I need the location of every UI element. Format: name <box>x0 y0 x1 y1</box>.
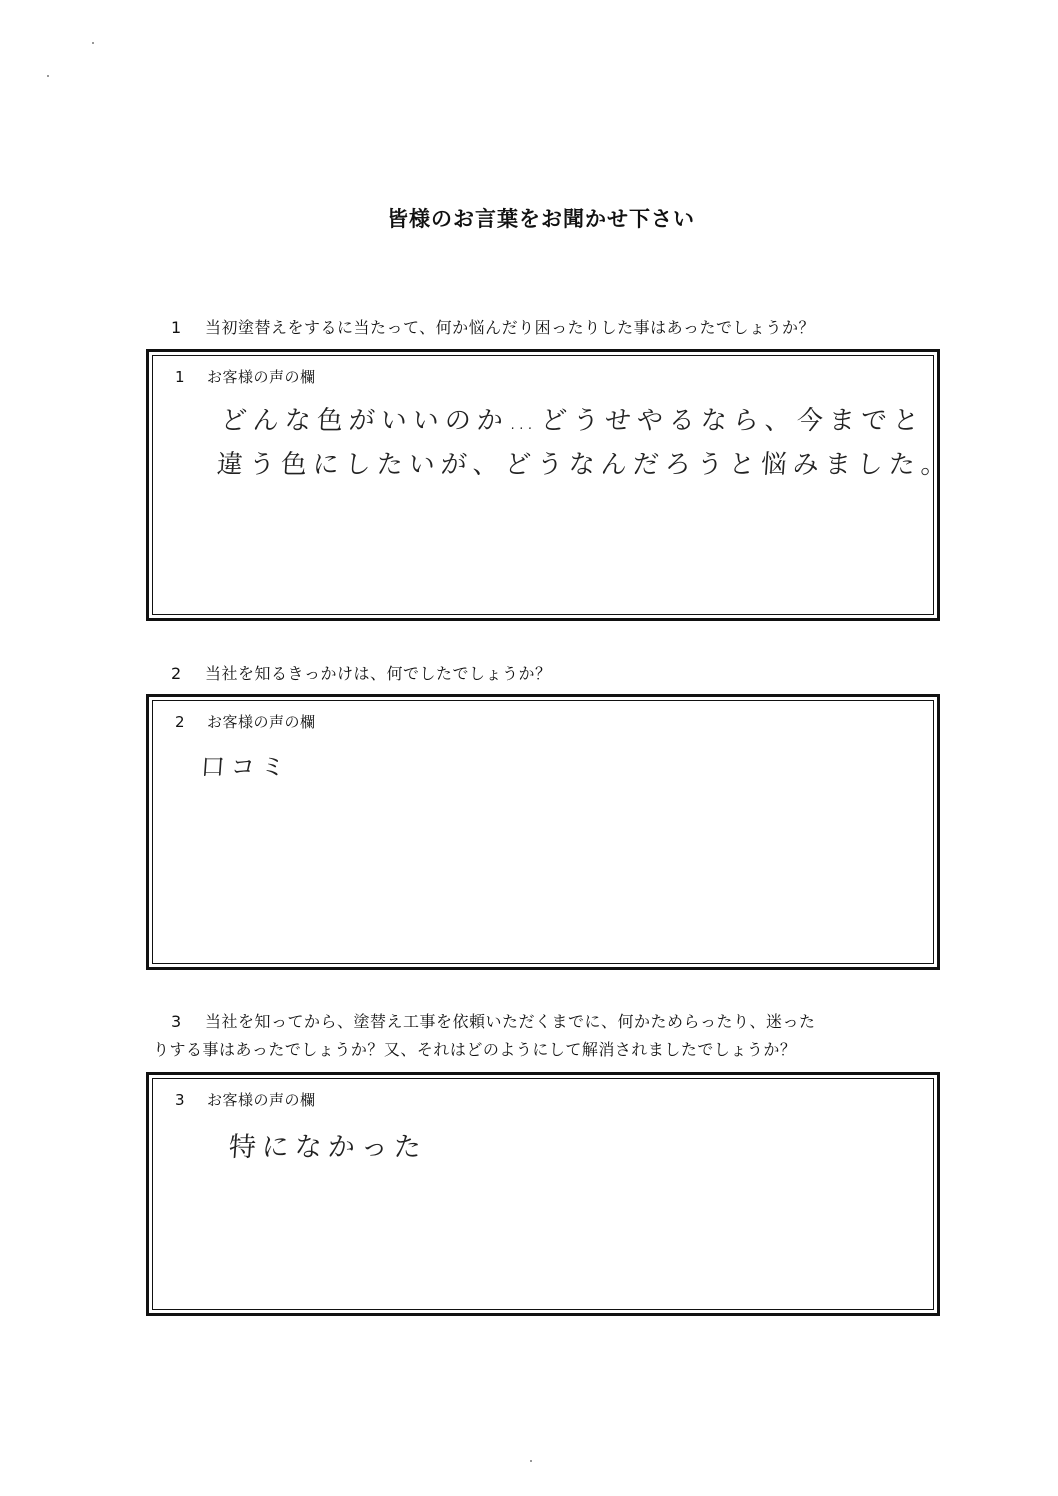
question-3 <box>153 1008 816 1064</box>
answer-box-inner <box>152 1078 934 1310</box>
answer-box-1 <box>146 349 954 621</box>
question-line <box>153 1036 816 1064</box>
question-text: 当初塗替えをするに当たって、何か悩んだり困ったりした事はあったでしょうか？ <box>205 318 816 337</box>
box-label-text: お客様の声の欄 <box>207 713 316 731</box>
box-label <box>175 711 316 732</box>
question-number: 3 <box>171 1012 182 1031</box>
handwritten-answer-line: 特になかった <box>227 1132 428 1163</box>
question-text: 当社を知るきっかけは、何でしたでしょうか？ <box>205 664 552 683</box>
question-line <box>167 1008 816 1036</box>
handwritten-answer-line: 違う色にしたいが、どうなんだろうと悩みました。 <box>215 450 954 480</box>
answer-box-2 <box>146 694 940 970</box>
question-2 <box>167 660 552 688</box>
scan-speck <box>92 42 94 44</box>
box-number: 2 <box>175 713 186 731</box>
question-text: 当社を知ってから、塗替え工事を依頼いただくまでに、何かためらったり、迷った <box>205 1012 816 1031</box>
handwritten-answer-line: どんな色がいいのか…どうせやるなら、今までと <box>219 406 926 436</box>
handwritten-answer-line: 口コミ <box>199 753 292 781</box>
box-label <box>175 1089 316 1110</box>
box-label-text: お客様の声の欄 <box>207 1091 316 1109</box>
box-label-text: お客様の声の欄 <box>207 368 316 386</box>
question-1 <box>167 314 815 342</box>
scan-speck <box>47 75 49 77</box>
box-label <box>175 366 316 387</box>
answer-box-inner <box>152 355 954 615</box>
question-text: りする事はあったでしょうか？又、それはどのようにして解消されましたでしょうか？ <box>153 1040 797 1059</box>
page-title: 皆様のお言葉をお聞かせ下さい <box>387 207 695 231</box>
box-number: 3 <box>175 1091 186 1109</box>
answer-box-3 <box>146 1072 940 1316</box>
question-number: 1 <box>171 318 182 337</box>
box-number: 1 <box>175 368 186 386</box>
question-number: 2 <box>171 664 182 683</box>
answer-box-inner <box>152 700 934 964</box>
scan-speck <box>530 1460 532 1462</box>
